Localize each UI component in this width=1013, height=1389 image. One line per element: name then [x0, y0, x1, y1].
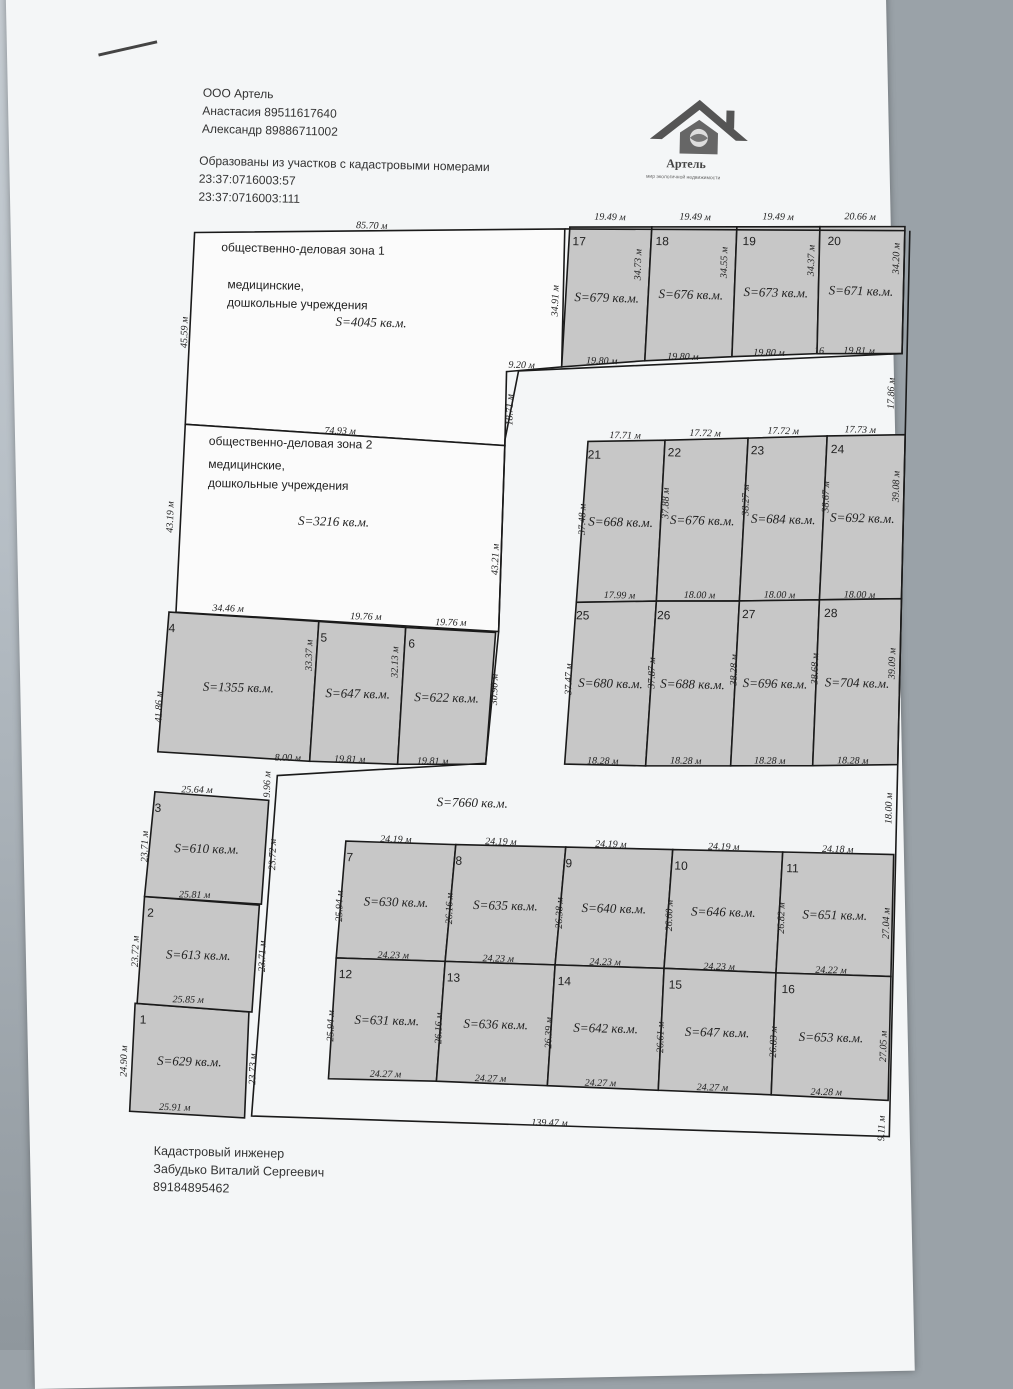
dimension-label: 24.23 м: [482, 953, 515, 965]
dimension-label: 19.49 м: [594, 211, 626, 224]
plot-area-15: S=647 кв.м.: [684, 1023, 750, 1041]
dimension-label: 24.27 м: [474, 1073, 507, 1085]
dimension-label: 24.23 м: [703, 961, 735, 973]
dimension-label: 17.86 м: [885, 377, 898, 410]
plot-area-1: S=629 кв.м.: [156, 1052, 222, 1070]
dimension-label: 41.86 м: [153, 691, 166, 723]
plot-number-15: 15: [668, 977, 683, 992]
dimension-label: 26.16 м: [443, 892, 456, 925]
plot-area-25: S=680 кв.м.: [578, 674, 643, 692]
dimension-label: 17.72 м: [689, 427, 721, 440]
dimension-label: 18.28 м: [586, 755, 619, 768]
dimension-label: 34.91 м: [549, 284, 562, 317]
plot-area-7: S=630 кв.м.: [363, 893, 429, 910]
plot-number-18: 18: [655, 233, 670, 249]
plot-area-21: S=668 кв.м.: [588, 513, 654, 530]
dimension-label: 34.73 м: [632, 248, 645, 281]
dimension-label: 19.81 м: [333, 753, 366, 766]
dimension-label: 34.37 м: [805, 244, 818, 277]
dimension-label: 30.90 м: [488, 673, 501, 706]
plot-area-27: S=696 кв.м.: [742, 675, 808, 692]
dimension-label: 18.28 м: [836, 755, 869, 767]
logo-name: Артель: [666, 156, 706, 172]
cadastral-number-2: 23:37:0716003:111: [198, 189, 301, 206]
dimension-label: 24.28 м: [810, 1086, 843, 1099]
plot-area-10: S=646 кв.м.: [690, 903, 756, 920]
plot-area-19: S=673 кв.м.: [743, 283, 809, 301]
dimension-label: 27.04 м: [880, 907, 893, 940]
dimension-label: 25.64 м: [181, 784, 213, 797]
engineer-phone: 89184895462: [152, 1179, 230, 1196]
common-area: S=7660 кв.м.: [436, 794, 508, 811]
dimension-label: 19.81 м: [416, 755, 449, 768]
dimension-label: 26.60 м: [663, 899, 676, 932]
plot-number-17: 17: [572, 234, 587, 249]
plot-area-14: S=642 кв.м.: [573, 1019, 639, 1037]
plot-area-4: S=1355 кв.м.: [202, 678, 274, 696]
dimension-label: 24.19 м: [595, 838, 627, 851]
plot-number-5: 5: [320, 630, 328, 645]
dimension-label: 19.76 м: [435, 617, 467, 629]
plot-number-9: 9: [565, 856, 573, 871]
zone-2-line2: дошкольные учреждения: [207, 475, 349, 494]
plot-area-28: S=704 кв.м.: [824, 674, 890, 691]
dimension-label: 23.73 м: [247, 1053, 260, 1085]
dimension-label: 18.28 м: [753, 755, 786, 768]
plot-number-6: 6: [408, 636, 416, 651]
dimension-label: 8.00 м: [274, 752, 302, 765]
plot-area-20: S=671 кв.м.: [828, 282, 894, 299]
dimension-label: 17.71 м: [609, 429, 641, 442]
plot-number-2: 2: [147, 905, 155, 920]
dimension-label: 24.90 м: [118, 1045, 131, 1077]
plot-area-23: S=684 кв.м.: [750, 510, 816, 528]
plot-area-26: S=688 кв.м.: [660, 675, 725, 693]
dimension-label: 25.91 м: [158, 1101, 191, 1114]
dimension-label: 25.94 м: [334, 890, 346, 922]
dimension-label: 26.83 м: [768, 1026, 780, 1058]
plot-number-1: 1: [139, 1012, 147, 1027]
plot-area-12: S=631 кв.м.: [354, 1011, 420, 1029]
plot-number-28: 28: [823, 605, 838, 621]
plot-number-16: 16: [781, 982, 796, 997]
dimension-label: 26.16 м: [433, 1012, 445, 1045]
dimension-label: 38.68 м: [809, 652, 822, 685]
plot-area-16: S=653 кв.м.: [798, 1028, 864, 1046]
dimension-label: 26.39 м: [543, 1016, 555, 1049]
dimension-label: 25.81 м: [178, 889, 211, 902]
plot-number-21: 21: [587, 447, 602, 462]
dimension-label: 85.70 м: [355, 220, 388, 232]
dimension-label: 24.18 м: [821, 843, 854, 856]
dimension-label: 37.47 м: [563, 663, 575, 695]
plot-number-7: 7: [346, 850, 354, 865]
plot-area-18: S=676 кв.м.: [658, 286, 724, 303]
dimension-label: 24.19 м: [380, 833, 412, 846]
logo-tagline: мир экологичной недвижимости: [645, 173, 721, 182]
plot-number-13: 13: [446, 970, 461, 985]
plot-area-13: S=636 кв.м.: [463, 1015, 529, 1033]
dimension-label: 9.20 м: [508, 359, 535, 372]
plot-number-27: 27: [741, 607, 756, 622]
plot-area-22: S=676 кв.м.: [669, 511, 735, 529]
dimension-label: 18.00 м: [843, 589, 876, 602]
dimension-label: 17.73 м: [844, 424, 877, 437]
dimension-label: 139.47 м: [531, 1117, 568, 1130]
plot-area-17: S=679 кв.м.: [574, 289, 640, 306]
dimension-label: 38.67 м: [820, 481, 833, 513]
dimension-label: 26.61 м: [655, 1021, 667, 1054]
cadastral-number-1: 23:37:0716003:57: [198, 171, 296, 188]
dimension-label: 27.05 м: [877, 1030, 890, 1063]
dimension-label: 34.46 м: [212, 603, 244, 615]
dimension-label: 34.55 м: [718, 246, 731, 279]
dimension-label: 38.27 м: [740, 484, 753, 516]
zone-1-title: общественно-деловая зона 1: [221, 240, 385, 258]
dimension-label: 74.93 м: [324, 425, 356, 438]
zone-1-line1: медицинские,: [227, 277, 305, 294]
formed-from-text: Образованы из участков с кадастровыми номерами: [199, 153, 490, 175]
dimension-label: 24.27 м: [584, 1077, 617, 1090]
dimension-label: 9.96 м: [261, 770, 274, 798]
dimension-label: 33.37 м: [303, 639, 316, 672]
engineer-name: Забудько Виталий Сергеевич: [153, 1161, 325, 1180]
dimension-label: 25.85 м: [172, 994, 205, 1006]
plot-number-24: 24: [830, 442, 845, 457]
dimension-label: 32.13 м: [389, 646, 402, 678]
dimension-label: 26.82 м: [775, 902, 788, 934]
dimension-label: 16: [813, 345, 825, 357]
plot-area-8: S=635 кв.м.: [472, 897, 538, 914]
dimension-label: 24.23 м: [377, 949, 410, 962]
dimension-label: 18.00 м: [683, 589, 716, 602]
dimension-label: 18.28 м: [669, 755, 702, 768]
dimension-label: 17.72 м: [767, 425, 800, 438]
plot-number-23: 23: [750, 443, 765, 458]
dimension-label: 20.66 м: [844, 211, 876, 223]
plot-number-25: 25: [575, 608, 590, 623]
dimension-label: 25.94 м: [325, 1009, 338, 1042]
engineer-role: Кадастровый инженер: [153, 1143, 285, 1161]
company-name: ООО Артель: [202, 85, 274, 102]
dimension-label: 19.80 м: [585, 355, 618, 368]
dimension-label: 37.88 м: [660, 487, 672, 520]
dimension-label: 39.09 м: [886, 647, 899, 680]
dimension-label: 19.76 м: [350, 611, 382, 623]
dimension-label: 18.00 м: [763, 589, 796, 602]
dimension-label: 19.49 м: [762, 211, 794, 224]
plot-area-11: S=651 кв.м.: [802, 906, 868, 923]
dimension-label: 26.38 м: [553, 897, 566, 929]
dimension-label: 45.59 м: [178, 316, 191, 349]
plot-area-6: S=622 кв.м.: [414, 689, 480, 706]
dimension-label: 24.19 м: [485, 836, 517, 848]
dimension-label: 34.20 м: [890, 242, 903, 275]
zone-2-title: общественно-деловая зона 2: [208, 433, 373, 452]
plot-number-12: 12: [338, 966, 353, 982]
zone-2-line1: медицинские,: [208, 456, 286, 473]
dimension-label: 19.81 м: [843, 345, 875, 357]
dimension-label: 43.19 м: [164, 501, 177, 533]
dimension-label: 23.71 м: [256, 940, 269, 973]
dimension-label: 23.72 м: [267, 838, 279, 871]
plot-area-5: S=647 кв.м.: [325, 685, 391, 702]
dimension-label: 39.08 м: [890, 470, 903, 503]
plot-number-10: 10: [674, 858, 688, 873]
plot-number-14: 14: [557, 973, 572, 989]
dimension-label: 19.49 м: [679, 211, 711, 224]
dimension-label: 43.21 м: [489, 543, 502, 576]
dimension-label: 24.19 м: [707, 841, 740, 854]
dimension-label: 24.27 м: [696, 1082, 729, 1094]
dimension-label: 19.80 м: [667, 351, 699, 363]
dimension-label: 37.87 м: [646, 657, 659, 689]
dimension-label: 9.11 м: [876, 1115, 888, 1142]
plot-area-3: S=610 кв.м.: [174, 840, 240, 857]
contact-alexander: Александр 89886711002: [201, 121, 339, 139]
dimension-label: 38.28 м: [728, 654, 741, 686]
zone-1-line2: дошкольные учреждения: [226, 295, 368, 313]
plot-area-9: S=640 кв.м.: [581, 899, 647, 917]
dimension-label: 24.27 м: [369, 1068, 402, 1081]
plot-number-3: 3: [154, 800, 162, 815]
plot-area-24: S=692 кв.м.: [829, 509, 895, 526]
dimension-label: 24.22 м: [815, 964, 847, 977]
plot-number-26: 26: [656, 608, 671, 623]
plot-number-22: 22: [667, 445, 682, 460]
dimension-label: 24.23 м: [589, 956, 621, 969]
dimension-label: 23.72 м: [129, 935, 142, 968]
zone-1-area: S=4045 кв.м.: [335, 313, 407, 331]
dimension-label: 19.80 м: [753, 347, 785, 359]
dimension-label: 18.00 м: [883, 792, 896, 825]
zone-2-area: S=3216 кв.м.: [297, 512, 370, 530]
dimension-label: 18.71 м: [504, 393, 517, 426]
contact-anastasia: Анастасия 89511617640: [202, 103, 337, 121]
plot-area-2: S=613 кв.м.: [165, 946, 231, 964]
plot-number-11: 11: [786, 861, 799, 876]
plot-number-4: 4: [168, 621, 176, 636]
dimension-label: 23.71 м: [139, 830, 152, 863]
plot-number-8: 8: [455, 853, 463, 868]
plot-number-19: 19: [742, 233, 757, 249]
plot-number-20: 20: [827, 233, 842, 249]
dimension-label: 37.48 м: [576, 503, 589, 536]
dimension-label: 17.99 м: [603, 589, 636, 602]
